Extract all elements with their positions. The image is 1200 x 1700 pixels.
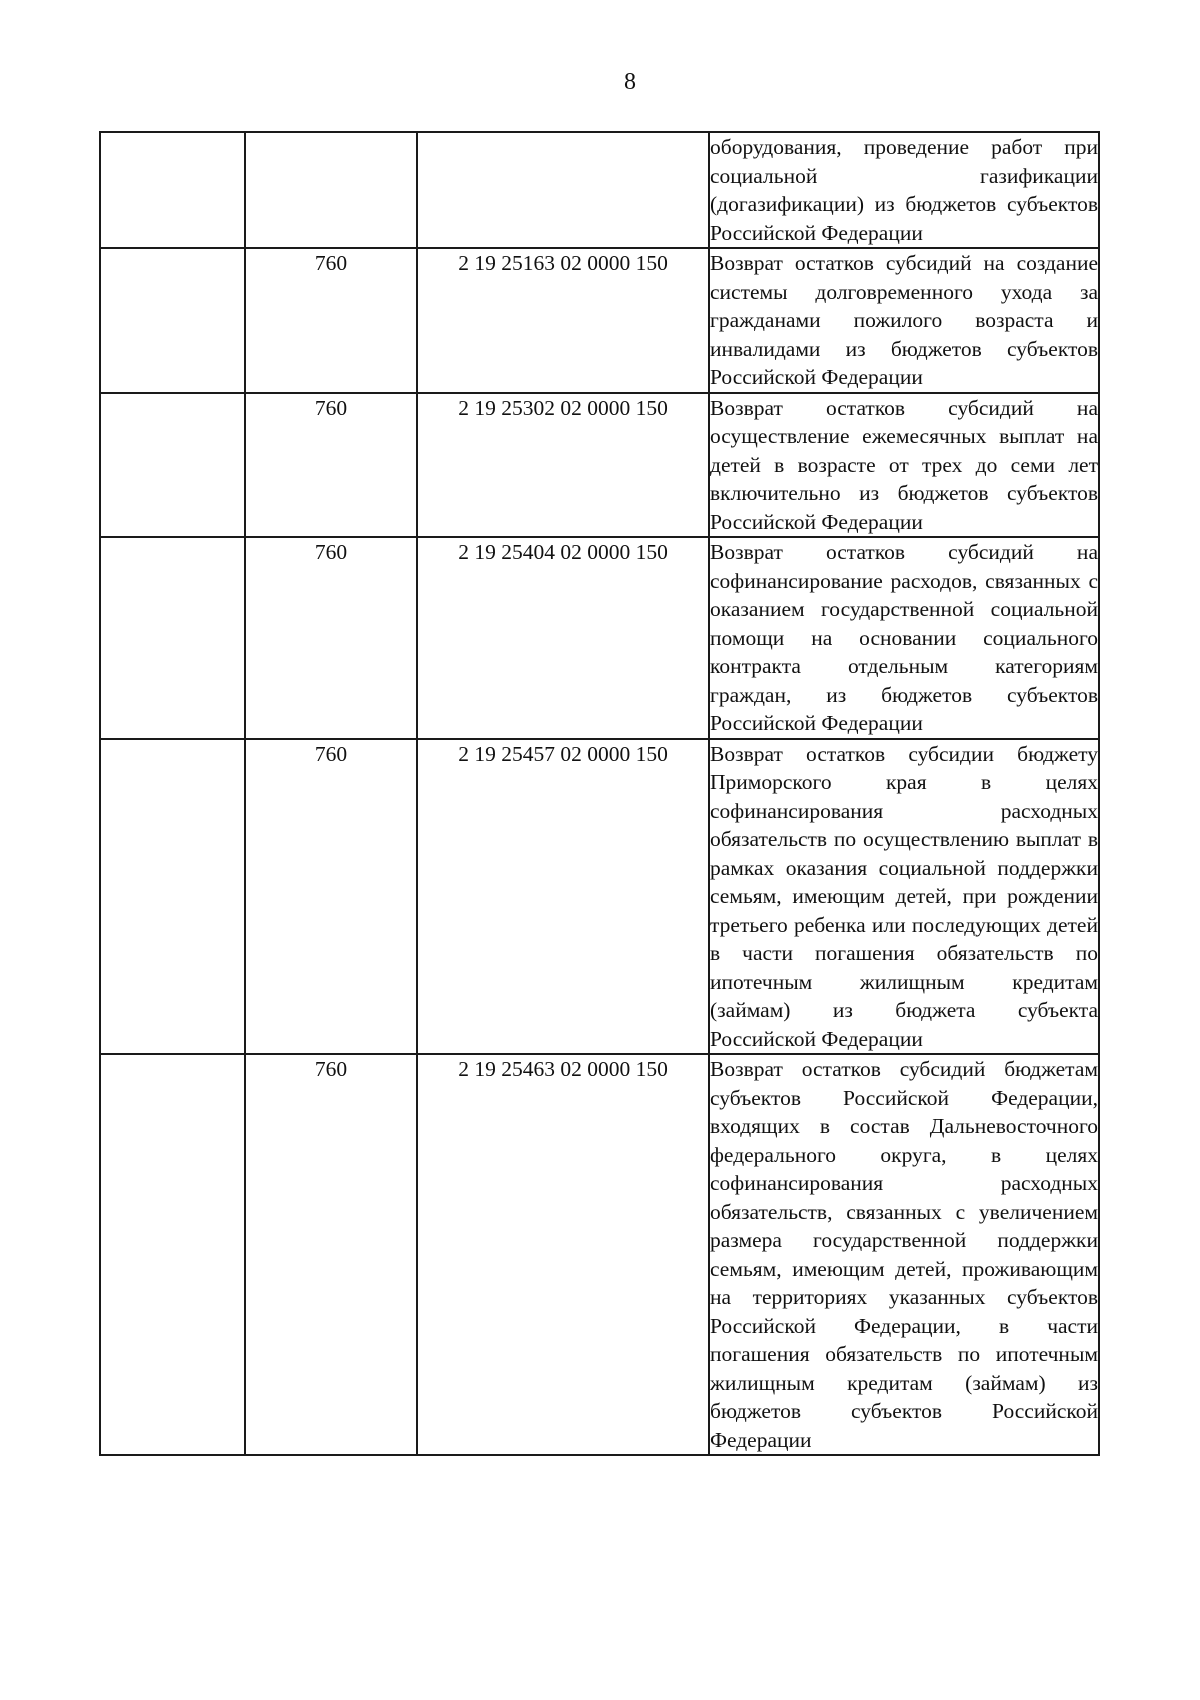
budget-code-cell: 2 19 25404 02 0000 150: [417, 537, 709, 739]
budget-code-cell: 2 19 25302 02 0000 150: [417, 393, 709, 538]
blank-cell: [100, 393, 245, 538]
description-text: Возврат остатков субсидий бюджетам субъектов Российской Федерации, входящих в состав Дальневосточного федерального округа, в целях софинансирования расходных обязательств, связанных с увеличением размера государственной поддержки семьям, имеющим детей, проживающим на территориях указанных субъектов Российской Федерации, в части погашения обязательств по ипотечным жилищным кредитам (займам) из бюджетов субъектов Российской Федерации: [710, 1057, 1098, 1452]
description-cell: [709, 393, 1099, 538]
budget-codes-table: [99, 131, 1100, 1456]
description-cell: [709, 1054, 1099, 1455]
admin-code-cell: 760: [245, 393, 417, 538]
table-row: [100, 537, 1099, 739]
blank-cell: [100, 537, 245, 739]
page-number: 8: [624, 69, 636, 95]
description-text: оборудования, проведение работ при социальной газификации (догазификации) из бюджетов субъектов Российской Федерации: [710, 135, 1098, 245]
admin-code-cell: [245, 132, 417, 248]
description-cell: [709, 248, 1099, 393]
budget-code-cell: 2 19 25163 02 0000 150: [417, 248, 709, 393]
admin-code-cell: 760: [245, 739, 417, 1055]
description-text: Возврат остатков субсидий на создание системы долговременного ухода за гражданами пожилого возраста и инвалидами из бюджетов субъектов Российской Федерации: [710, 251, 1098, 389]
description-cell: [709, 537, 1099, 739]
budget-code-cell: 2 19 25457 02 0000 150: [417, 739, 709, 1055]
description-text: Возврат остатков субсидии бюджету Приморского края в целях софинансирования расходных обязательств по осуществлению выплат в рамках оказания социальной поддержки семьям, имеющим детей, при рождении третьего ребенка или последующих детей в части погашения обязательств по ипотечным жилищным кредитам (займам) из бюджета субъекта Российской Федерации: [710, 741, 1098, 1051]
table-row: [100, 739, 1099, 1055]
description-text: Возврат остатков субсидий на софинансирование расходов, связанных с оказанием государственной социальной помощи на основании социального контракта отдельным категориям граждан, из бюджетов субъектов Российской Федерации: [710, 540, 1098, 735]
table-row: [100, 132, 1099, 248]
blank-cell: [100, 248, 245, 393]
blank-cell: [100, 739, 245, 1055]
description-cell: [709, 132, 1099, 248]
table-row: [100, 393, 1099, 538]
blank-cell: [100, 1054, 245, 1455]
description-text: Возврат остатков субсидий на осуществление ежемесячных выплат на детей в возрасте от трех до семи лет включительно из бюджетов субъектов Российской Федерации: [710, 395, 1098, 534]
blank-cell: [100, 132, 245, 248]
admin-code-cell: 760: [245, 248, 417, 393]
admin-code-cell: 760: [245, 1054, 417, 1455]
budget-code-cell: 2 19 25463 02 0000 150: [417, 1054, 709, 1455]
description-cell: [709, 739, 1099, 1055]
budget-code-cell: [417, 132, 709, 248]
table-row: [100, 248, 1099, 393]
admin-code-cell: 760: [245, 537, 417, 739]
table-row: [100, 1054, 1099, 1455]
